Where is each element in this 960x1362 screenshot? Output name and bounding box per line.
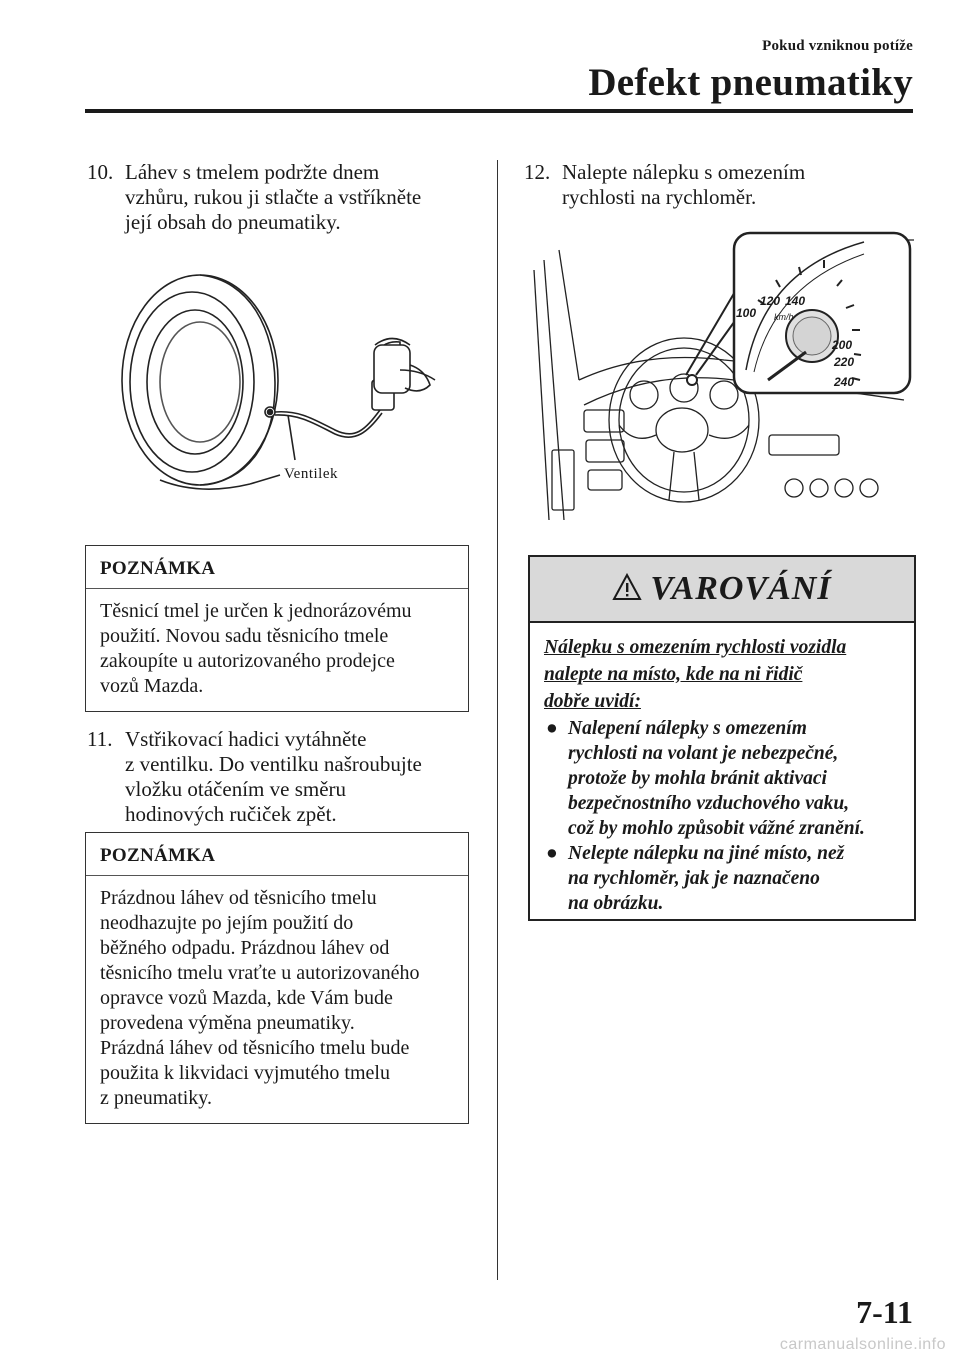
step-number: 11.: [87, 727, 113, 751]
note-line: opravce vozů Mazda, kde Vám bude: [100, 987, 393, 1009]
step-line: Nalepte nálepku s omezením: [562, 160, 806, 184]
note-title: POZNÁMKA: [86, 546, 468, 589]
warning-label: VAROVÁNÍ: [650, 570, 832, 607]
step-12: [524, 160, 914, 210]
warning-box: [528, 555, 916, 921]
note-line: neodhazujte po jejím použití do: [100, 912, 354, 934]
bullet-line: na obrázku.: [568, 893, 664, 914]
page-number: 7-11: [856, 1294, 913, 1330]
step-line: z ventilku. Do ventilku našroubujte: [125, 752, 422, 776]
step-11: [87, 727, 487, 827]
warning-intro-line: Nálepku s omezením rychlosti vozidla: [544, 637, 847, 658]
speed-tick-100: 100: [736, 306, 757, 320]
bullet-icon: ●: [546, 843, 558, 864]
tire-sealant-drawing: [100, 270, 460, 500]
section-header: Pokud vzniknou potíže: [762, 38, 913, 54]
step-number: 12.: [524, 160, 551, 184]
note-line: zakoupíte u autorizovaného prodejce: [100, 650, 395, 672]
warning-bullet-2: [544, 841, 902, 916]
warning-body: [530, 623, 914, 926]
note-title: POZNÁMKA: [86, 833, 468, 876]
step-line: hodinových ručiček zpět.: [125, 802, 337, 826]
note-box-1: [85, 545, 469, 712]
tire-sealant-illustration: [100, 270, 460, 500]
note-line: vozů Mazda.: [100, 675, 204, 697]
step-line: vzhůru, rukou ji stlačte a vstříkněte: [125, 185, 422, 209]
bullet-line: rychlosti na volant je nebezpečné,: [568, 743, 839, 764]
watermark: carmanualsonline.info: [779, 1336, 946, 1353]
step-line: Láhev s tmelem podržte dnem: [125, 160, 380, 184]
note-line: běžného odpadu. Prázdnou láhev od: [100, 937, 390, 959]
step-10: [87, 160, 487, 235]
note-line: použití. Novou sadu těsnicího tmele: [100, 625, 389, 647]
step-line: její obsah do pneumatiky.: [125, 210, 341, 234]
step-line: rychlosti na rychloměr.: [562, 185, 757, 209]
note-line: použita k likvidaci vyjmutého tmelu: [100, 1062, 390, 1084]
bullet-line: což by mohlo způsobit vážné zranění.: [568, 818, 865, 839]
bullet-line: bezpečnostního vzduchového vaku,: [568, 793, 850, 814]
bullet-line: Nalepení nálepky s omezením: [568, 718, 807, 739]
speed-unit: km/h: [774, 312, 794, 322]
bullet-line: na rychloměr, jak je naznačeno: [568, 868, 820, 889]
warning-bullet-1: [544, 716, 902, 841]
warning-intro-line: nalepte na místo, kde na ni řidič: [544, 664, 803, 685]
step-line: Vstřikovací hadici vytáhněte: [125, 727, 367, 751]
warning-header: [530, 557, 914, 623]
speed-tick-120: 120: [760, 294, 781, 308]
note-line: Těsnicí tmel je určen k jednorázovému: [100, 600, 412, 622]
speed-tick-140: 140: [785, 294, 806, 308]
bullet-icon: ●: [546, 718, 558, 739]
note-body: [86, 589, 468, 711]
bullet-line: Nelepte nálepku na jiné místo, než: [568, 843, 845, 864]
dashboard-speedometer-illustration: [524, 230, 914, 522]
speed-tick-240: 240: [834, 375, 855, 389]
step-number: 10.: [87, 160, 114, 184]
note-line: Prázdná láhev od těsnicího tmelu bude: [100, 1037, 410, 1059]
dashboard-drawing: [524, 230, 914, 522]
note-line: z pneumatiky.: [100, 1087, 213, 1109]
note-line: těsnicího tmelu vraťte u autorizovaného: [100, 962, 420, 984]
note-body: [86, 876, 468, 1123]
note-line: Prázdnou láhev od těsnicího tmelu: [100, 887, 377, 909]
header-divider: [85, 109, 913, 113]
speed-tick-200: 200: [832, 338, 853, 352]
note-box-2: [85, 832, 469, 1124]
valve-label: Ventilek: [284, 466, 338, 482]
warning-triangle-icon: [612, 573, 642, 606]
note-line: provedena výměna pneumatiky.: [100, 1012, 355, 1034]
speed-tick-220: 220: [834, 355, 855, 369]
warning-intro-line: dobře uvidí:: [544, 691, 641, 712]
bullet-line: protože by mohla bránit aktivaci: [568, 768, 827, 789]
page-title: Defekt pneumatiky: [588, 61, 913, 104]
step-line: vložku otáčením ve směru: [125, 777, 347, 801]
column-divider: [497, 160, 498, 1280]
